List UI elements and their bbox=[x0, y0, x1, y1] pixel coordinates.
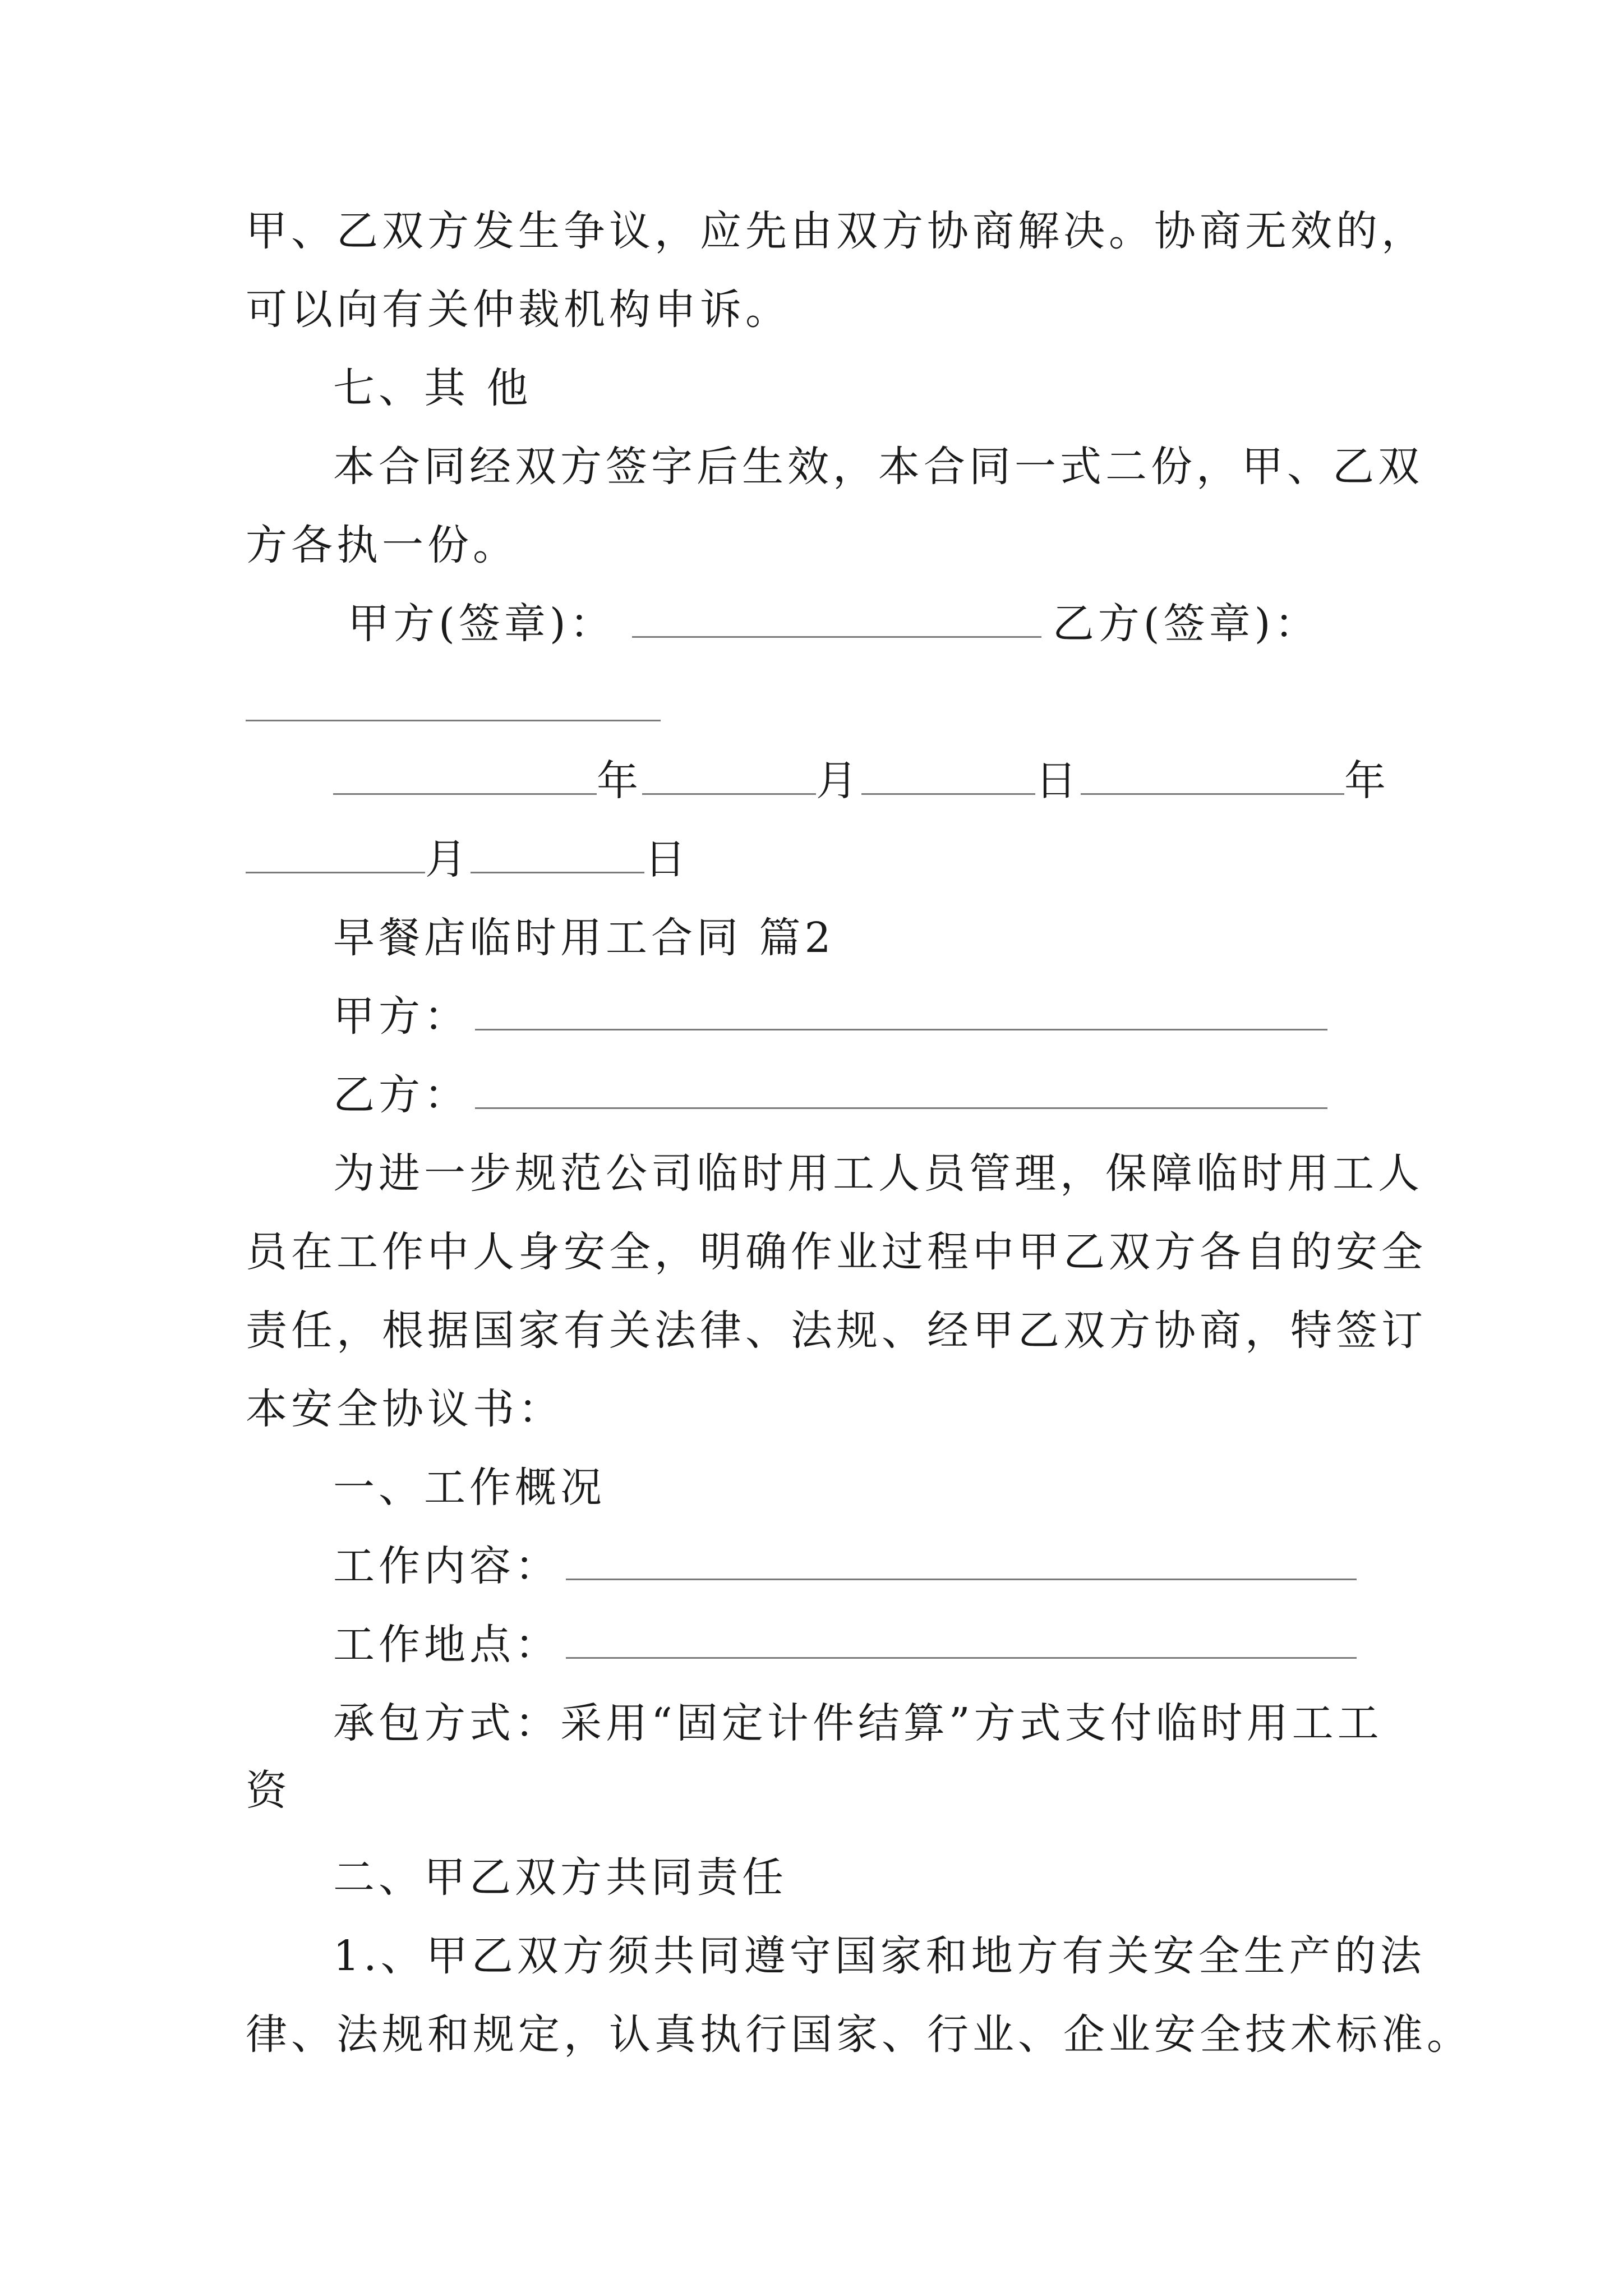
text-line: 甲、乙双方发生争议，应先由双方协商解决。协商无效的， bbox=[246, 207, 1427, 255]
section-heading: 七、其 他 bbox=[333, 364, 532, 412]
work-place-row bbox=[333, 1617, 1623, 1673]
year-blank[interactable] bbox=[1081, 793, 1344, 795]
text-line: 可以向有关仲裁机构申诉。 bbox=[246, 286, 791, 334]
party-b-label: 乙方： bbox=[333, 1071, 469, 1119]
month-label: 月 bbox=[425, 835, 471, 884]
party-b-signature-blank[interactable] bbox=[246, 715, 661, 726]
section-heading: 二、甲乙双方共同责任 bbox=[333, 1853, 787, 1902]
work-place-blank[interactable] bbox=[566, 1657, 1357, 1659]
party-b-signature-label: 乙方(签章)： bbox=[1052, 600, 1320, 648]
party-a-signature-blank[interactable] bbox=[632, 636, 1041, 638]
text-line: 律、法规和规定，认真执行国家、行业、企业安全技术标准。 bbox=[246, 2010, 1472, 2059]
work-content-label: 工作内容： bbox=[333, 1542, 560, 1590]
work-content-blank[interactable] bbox=[566, 1579, 1357, 1580]
work-place-label: 工作地点： bbox=[333, 1621, 560, 1669]
text-line: 方各执一份。 bbox=[246, 521, 518, 569]
contract-heading: 早餐店临时用工合同 篇2 bbox=[333, 914, 835, 962]
day-label: 日 bbox=[644, 835, 690, 884]
text-line: 为进一步规范公司临时用工人员管理，保障临时用工人 bbox=[333, 1149, 1423, 1198]
text-line: 本合同经双方签字后生效，本合同一式二份，甲、乙双 bbox=[333, 443, 1423, 491]
text-line: 责任，根据国家有关法律、法规、经甲乙双方协商，特签订 bbox=[246, 1306, 1427, 1355]
signature-row bbox=[348, 596, 1623, 652]
party-a-row bbox=[333, 988, 1623, 1045]
party-b-row bbox=[333, 1067, 1623, 1123]
text-line: 1.、甲乙双方须共同遵守国家和地方有关安全生产的法 bbox=[333, 1932, 1426, 1980]
day-blank[interactable] bbox=[471, 872, 644, 873]
day-label: 日 bbox=[1035, 757, 1081, 805]
text-line: 本安全协议书： bbox=[246, 1385, 564, 1433]
month-blank[interactable] bbox=[642, 793, 816, 795]
text-line: 员在工作中人身安全，明确作业过程中甲乙双方各自的安全 bbox=[246, 1228, 1427, 1276]
year-blank[interactable] bbox=[333, 793, 597, 795]
party-a-signature-label: 甲方(签章)： bbox=[348, 600, 615, 648]
month-label: 月 bbox=[816, 757, 861, 805]
party-b-blank[interactable] bbox=[475, 1107, 1327, 1109]
day-blank[interactable] bbox=[861, 793, 1035, 795]
year-label: 年 bbox=[597, 757, 642, 805]
text-line: 资 bbox=[246, 1766, 291, 1815]
year-label: 年 bbox=[1344, 757, 1390, 805]
text-line: 承包方式：采用“固定计件结算”方式支付临时用工工 bbox=[333, 1699, 1383, 1747]
section-heading: 一、工作概况 bbox=[333, 1464, 606, 1512]
month-blank[interactable] bbox=[246, 872, 425, 873]
date-row bbox=[333, 753, 1623, 809]
party-a-blank[interactable] bbox=[475, 1029, 1327, 1030]
party-a-label: 甲方： bbox=[333, 992, 469, 1041]
work-content-row bbox=[333, 1538, 1623, 1594]
date-row bbox=[246, 831, 1623, 887]
